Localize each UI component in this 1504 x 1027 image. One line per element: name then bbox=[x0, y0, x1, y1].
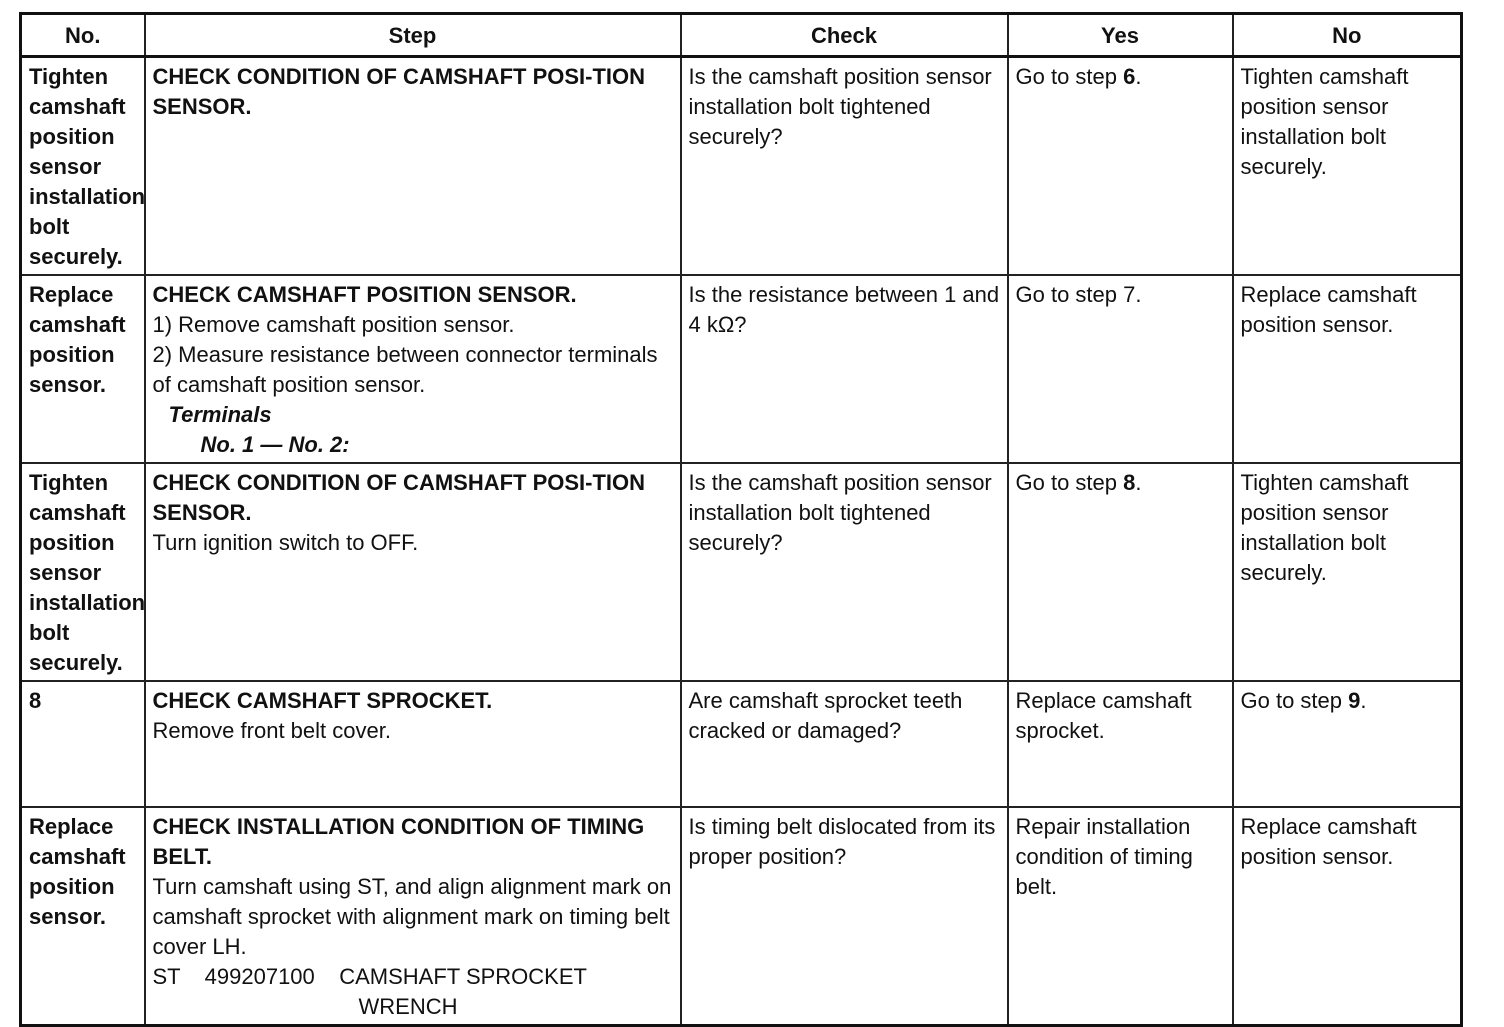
header-yes: Yes bbox=[1008, 14, 1233, 57]
check-cell: Is timing belt dislocated from its proper position? bbox=[681, 807, 1008, 1026]
step-title: CHECK CAMSHAFT POSITION SENSOR. bbox=[152, 282, 577, 307]
yes-cell bbox=[1008, 463, 1233, 681]
check-cell: Is the camshaft position sensor installation bolt tightened securely? bbox=[681, 463, 1008, 681]
table-row bbox=[21, 275, 1462, 463]
step-instruction: 2) Measure resistance between connector terminals of camshaft position sensor. bbox=[152, 342, 658, 397]
yes-text-suffix: . bbox=[1135, 64, 1142, 89]
row-number: Replace camshaft position sensor. bbox=[21, 275, 145, 463]
special-tool-name-continued: WRENCH bbox=[358, 994, 458, 1019]
row-number: Tighten camshaft position sensor installation bolt securely. bbox=[21, 463, 145, 681]
table-row bbox=[21, 57, 1462, 276]
yes-step-number: 8 bbox=[1123, 470, 1136, 495]
header-step: Step bbox=[145, 14, 681, 57]
yes-text-prefix: Go to step bbox=[1015, 64, 1124, 89]
header-check: Check bbox=[681, 14, 1008, 57]
check-cell: Is the camshaft position sensor installation bolt tightened securely? bbox=[681, 57, 1008, 276]
yes-cell: Repair installation condition of timing belt. bbox=[1008, 807, 1233, 1026]
no-cell: Tighten camshaft position sensor installation bolt securely. bbox=[1233, 463, 1462, 681]
step-instruction: Turn ignition switch to OFF. bbox=[152, 530, 419, 555]
diagnostic-table-sheet bbox=[19, 12, 1460, 1019]
step-cell bbox=[145, 275, 681, 463]
yes-cell: Replace camshaft sprocket. bbox=[1008, 681, 1233, 807]
no-text-prefix: Go to step bbox=[1240, 688, 1349, 713]
step-cell bbox=[145, 57, 681, 276]
no-step-number: 9 bbox=[1348, 688, 1361, 713]
row-number: Tighten camshaft position sensor installation bolt securely. bbox=[21, 57, 145, 276]
row-number: 8 bbox=[21, 681, 145, 807]
step-title: CHECK INSTALLATION CONDITION OF TIMING BELT. bbox=[152, 814, 645, 869]
step-instruction: Turn camshaft using ST, and align alignment mark on camshaft sprocket with alignment mark on timing belt cover LH. bbox=[152, 874, 672, 959]
header-no-answer: No bbox=[1233, 14, 1462, 57]
step-title: CHECK CONDITION OF CAMSHAFT POSI-TION SENSOR. bbox=[152, 470, 646, 525]
terminals-value: No. 1 — No. 2: bbox=[200, 432, 350, 457]
step-cell bbox=[145, 807, 681, 1026]
yes-cell: Go to step 7. bbox=[1008, 275, 1233, 463]
step-cell bbox=[145, 681, 681, 807]
no-cell: Replace camshaft position sensor. bbox=[1233, 807, 1462, 1026]
header-no: No. bbox=[21, 14, 145, 57]
no-cell bbox=[1233, 681, 1462, 807]
no-cell: Tighten camshaft position sensor installation bolt securely. bbox=[1233, 57, 1462, 276]
table-row bbox=[21, 463, 1462, 681]
check-cell: Are camshaft sprocket teeth cracked or damaged? bbox=[681, 681, 1008, 807]
yes-step-number: 6 bbox=[1123, 64, 1136, 89]
table-header-row bbox=[21, 14, 1462, 57]
step-instruction: Remove front belt cover. bbox=[152, 718, 391, 743]
terminals-label: Terminals bbox=[168, 402, 272, 427]
step-instruction: 1) Remove camshaft position sensor. bbox=[152, 312, 515, 337]
check-cell: Is the resistance between 1 and 4 kΩ? bbox=[681, 275, 1008, 463]
table-row bbox=[21, 681, 1462, 807]
special-tool-line: ST 499207100 CAMSHAFT SPROCKET bbox=[152, 964, 587, 989]
yes-text-prefix: Go to step bbox=[1015, 470, 1124, 495]
yes-cell bbox=[1008, 57, 1233, 276]
row-number: Replace camshaft position sensor. bbox=[21, 807, 145, 1026]
table-row bbox=[21, 807, 1462, 1026]
step-cell bbox=[145, 463, 681, 681]
no-cell: Replace camshaft position sensor. bbox=[1233, 275, 1462, 463]
yes-text-suffix: . bbox=[1135, 470, 1142, 495]
diagnostic-procedure-table bbox=[19, 12, 1463, 1027]
step-title: CHECK CONDITION OF CAMSHAFT POSI-TION SENSOR. bbox=[152, 64, 646, 119]
no-text-suffix: . bbox=[1360, 688, 1367, 713]
step-title: CHECK CAMSHAFT SPROCKET. bbox=[152, 688, 493, 713]
